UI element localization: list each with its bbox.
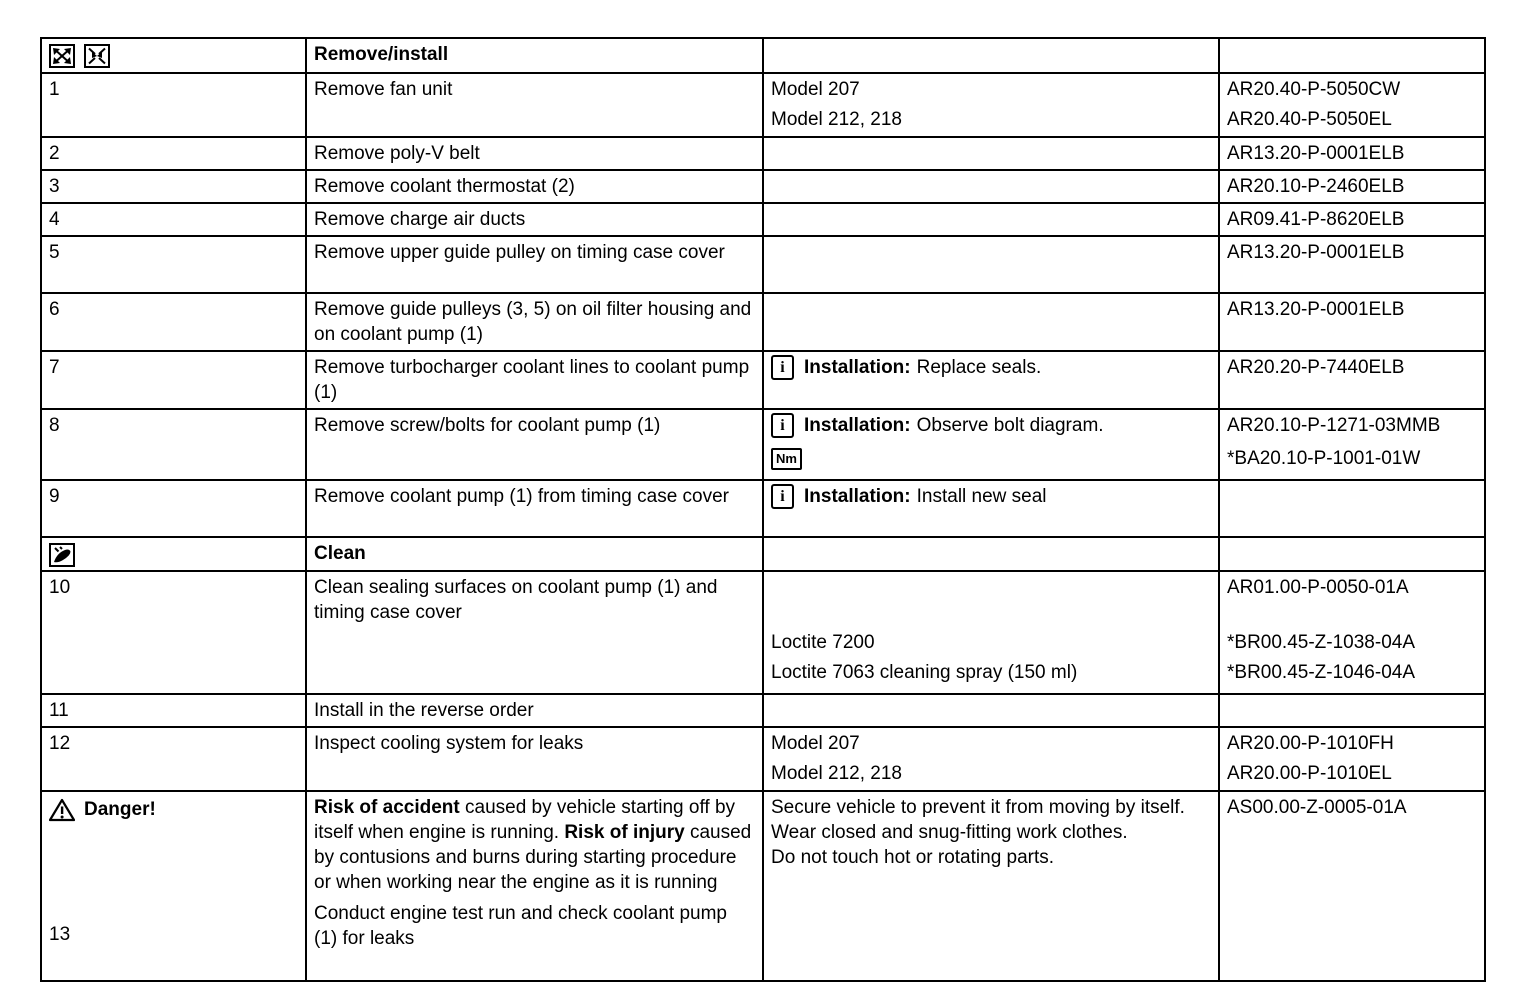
step-number: 1: [49, 79, 60, 100]
clean-pictogram-icon: [49, 543, 75, 567]
notes-cell: [763, 694, 1219, 727]
step-number: 6: [49, 299, 60, 320]
step-number-cell: [41, 694, 306, 727]
step-row: [41, 694, 1485, 727]
doc-number: AR20.10-P-1271-03MMB: [1227, 415, 1441, 436]
step-number: 2: [49, 143, 60, 164]
doc-number: *BR00.45-Z-1046-04A: [1227, 662, 1415, 683]
step-number-cell: [41, 137, 306, 170]
doc-number: AR20.40-P-5050EL: [1227, 109, 1392, 130]
task-cell: [306, 480, 763, 537]
note-line: Loctite 7200: [771, 632, 875, 653]
task-cell: [306, 236, 763, 293]
notes-cell: [763, 203, 1219, 236]
installation-note: Replace seals.: [916, 357, 1042, 378]
doc-cell: [1219, 236, 1485, 293]
notes-cell: [763, 73, 1219, 137]
installation-note: Observe bolt diagram.: [916, 415, 1104, 436]
doc-number: AR20.10-P-2460ELB: [1227, 176, 1405, 197]
step-number: 3: [49, 176, 60, 197]
task-text: Remove guide pulleys (3, 5) on oil filter housing and on coolant pump (1): [314, 299, 752, 345]
task-cell: [306, 203, 763, 236]
doc-number: AR09.41-P-8620ELB: [1227, 209, 1405, 230]
task-text: Conduct engine test run and check coolant pump (1) for leaks: [314, 903, 727, 949]
task-cell: [306, 409, 763, 480]
step-number-cell: [41, 170, 306, 203]
step-number-cell: [41, 236, 306, 293]
step-row: [41, 170, 1485, 203]
task-text: Install in the reverse order: [314, 700, 534, 721]
task-text: Remove fan unit: [314, 79, 453, 100]
task-text: Clean sealing surfaces on coolant pump (1) and timing case cover: [314, 577, 718, 623]
danger-label: Danger!: [84, 799, 156, 820]
step-number: 4: [49, 209, 60, 230]
danger-risk-text: [314, 795, 754, 895]
doc-number: AR13.20-P-0001ELB: [1227, 299, 1405, 320]
empty-cell: [763, 537, 1219, 571]
doc-number: AR13.20-P-0001ELB: [1227, 242, 1405, 263]
step-number-cell: [41, 293, 306, 351]
step-number: 8: [49, 415, 60, 436]
remove-pictogram-icon: [49, 44, 75, 68]
doc-number: AS00.00-Z-0005-01A: [1227, 797, 1407, 818]
task-cell: [306, 351, 763, 409]
pictogram-cell: [41, 38, 306, 73]
task-cell: [306, 694, 763, 727]
step-number-cell: [41, 351, 306, 409]
empty-cell: [1219, 537, 1485, 571]
step-row: [41, 727, 1485, 791]
install-pictogram-icon: [84, 44, 110, 68]
step-number: 10: [49, 577, 71, 598]
doc-number: AR20.20-P-7440ELB: [1227, 357, 1405, 378]
note-line: Model 207: [771, 733, 860, 754]
task-text: Remove upper guide pulley on timing case cover: [314, 242, 725, 263]
doc-cell: [1219, 73, 1485, 137]
section-title-remove-install: Remove/install: [314, 44, 449, 65]
task-cell: [306, 73, 763, 137]
risk-accident-text: caused by vehicle starting off by itself when engine is running.: [314, 797, 736, 843]
doc-cell: [1219, 137, 1485, 170]
installation-note: Install new seal: [916, 486, 1047, 507]
step-row: [41, 236, 1485, 293]
torque-line: [771, 445, 1210, 470]
installation-label: Installation:: [804, 357, 911, 378]
task-cell: [306, 791, 763, 981]
section-header-row: [41, 537, 1485, 571]
notes-cell: [763, 293, 1219, 351]
section-title-cell: [306, 38, 763, 73]
step-number-cell: [41, 73, 306, 137]
step-number: 7: [49, 357, 60, 378]
doc-cell: [1219, 293, 1485, 351]
risk-accident-label: Risk of accident: [314, 797, 460, 818]
danger-step-row: [41, 791, 1485, 981]
danger-label-line: [49, 795, 297, 822]
step-row: [41, 351, 1485, 409]
safety-measure: Secure vehicle to prevent it from moving by itself.: [771, 797, 1185, 818]
step-row: [41, 409, 1485, 480]
task-cell: [306, 293, 763, 351]
notes-cell: [763, 236, 1219, 293]
info-icon: [771, 484, 794, 509]
step-number-cell: [41, 727, 306, 791]
doc-number: AR20.00-P-1010EL: [1227, 763, 1392, 784]
doc-number: AR13.20-P-0001ELB: [1227, 143, 1405, 164]
notes-cell: [763, 791, 1219, 981]
pictogram-cell: [41, 537, 306, 571]
step-row: [41, 203, 1485, 236]
doc-cell: [1219, 694, 1485, 727]
task-text: Remove charge air ducts: [314, 209, 526, 230]
doc-number: *BA20.10-P-1001-01W: [1227, 448, 1421, 469]
pictogram-group: [49, 541, 297, 567]
safety-measure: Wear closed and snug-fitting work clothes.: [771, 822, 1128, 843]
doc-cell: [1219, 351, 1485, 409]
doc-number: AR20.00-P-1010FH: [1227, 733, 1394, 754]
doc-number: AR20.40-P-5050CW: [1227, 79, 1401, 100]
info-icon: [771, 355, 794, 380]
step-number: 13: [49, 924, 71, 945]
doc-cell: [1219, 727, 1485, 791]
step-number-cell: [41, 203, 306, 236]
step-number: 12: [49, 733, 71, 754]
task-cell: [306, 727, 763, 791]
pictogram-group: [49, 42, 297, 68]
installation-note-line: [771, 413, 1210, 438]
doc-cell: [1219, 571, 1485, 694]
doc-cell: [1219, 791, 1485, 981]
task-text: Remove coolant thermostat (2): [314, 176, 575, 197]
risk-injury-label: Risk of injury: [564, 822, 685, 843]
notes-cell: [763, 170, 1219, 203]
task-text: Remove poly-V belt: [314, 143, 480, 164]
notes-cell: [763, 351, 1219, 409]
danger-icon: [49, 798, 75, 822]
step-number: 9: [49, 486, 60, 507]
step-number: 5: [49, 242, 60, 263]
info-icon-glyph: i: [780, 359, 785, 376]
step-number-cell: [41, 409, 306, 480]
info-icon-glyph: i: [780, 417, 785, 434]
installation-label: Installation:: [804, 415, 911, 436]
notes-cell: [763, 137, 1219, 170]
note-line: Loctite 7063 cleaning spray (150 ml): [771, 662, 1078, 683]
step-number-cell: [41, 480, 306, 537]
note-line: Model 212, 218: [771, 763, 902, 784]
step-number-cell: [41, 571, 306, 694]
task-text: Remove turbocharger coolant lines to coolant pump (1): [314, 357, 750, 403]
step-number: 11: [49, 700, 69, 721]
notes-cell: [763, 727, 1219, 791]
step-number-cell: [41, 791, 306, 981]
risk-injury-text: caused by contusions and burns during starting procedure or when working near the engine as it is running: [314, 822, 752, 893]
notes-cell: [763, 409, 1219, 480]
notes-cell: [763, 480, 1219, 537]
installation-label: Installation:: [804, 486, 911, 507]
task-text: Inspect cooling system for leaks: [314, 733, 584, 754]
installation-note-line: [771, 484, 1210, 509]
step-row: [41, 480, 1485, 537]
step-row: [41, 73, 1485, 137]
task-cell: [306, 571, 763, 694]
info-icon: [771, 413, 794, 438]
section-title-cell: [306, 537, 763, 571]
task-text: Remove coolant pump (1) from timing case cover: [314, 486, 729, 507]
note-line: Model 212, 218: [771, 109, 902, 130]
torque-icon: [771, 448, 802, 470]
section-title-clean: Clean: [314, 543, 366, 564]
step-row: [41, 571, 1485, 694]
info-icon-glyph: i: [780, 488, 785, 505]
doc-number: AR01.00-P-0050-01A: [1227, 577, 1409, 598]
doc-cell: [1219, 170, 1485, 203]
torque-icon-label: Nm: [776, 451, 797, 466]
empty-cell: [763, 38, 1219, 73]
note-line: Model 207: [771, 79, 860, 100]
task-cell: [306, 170, 763, 203]
doc-cell: [1219, 203, 1485, 236]
step-row: [41, 293, 1485, 351]
procedure-table: [40, 37, 1486, 982]
doc-cell: [1219, 480, 1485, 537]
task-cell: [306, 137, 763, 170]
task-text: Remove screw/bolts for coolant pump (1): [314, 415, 661, 436]
section-header-row: [41, 38, 1485, 73]
doc-cell: [1219, 409, 1485, 480]
notes-cell: [763, 571, 1219, 694]
safety-measure: Do not touch hot or rotating parts.: [771, 847, 1055, 868]
empty-cell: [1219, 38, 1485, 73]
doc-number: *BR00.45-Z-1038-04A: [1227, 632, 1415, 653]
installation-note-line: [771, 355, 1210, 380]
step-row: [41, 137, 1485, 170]
